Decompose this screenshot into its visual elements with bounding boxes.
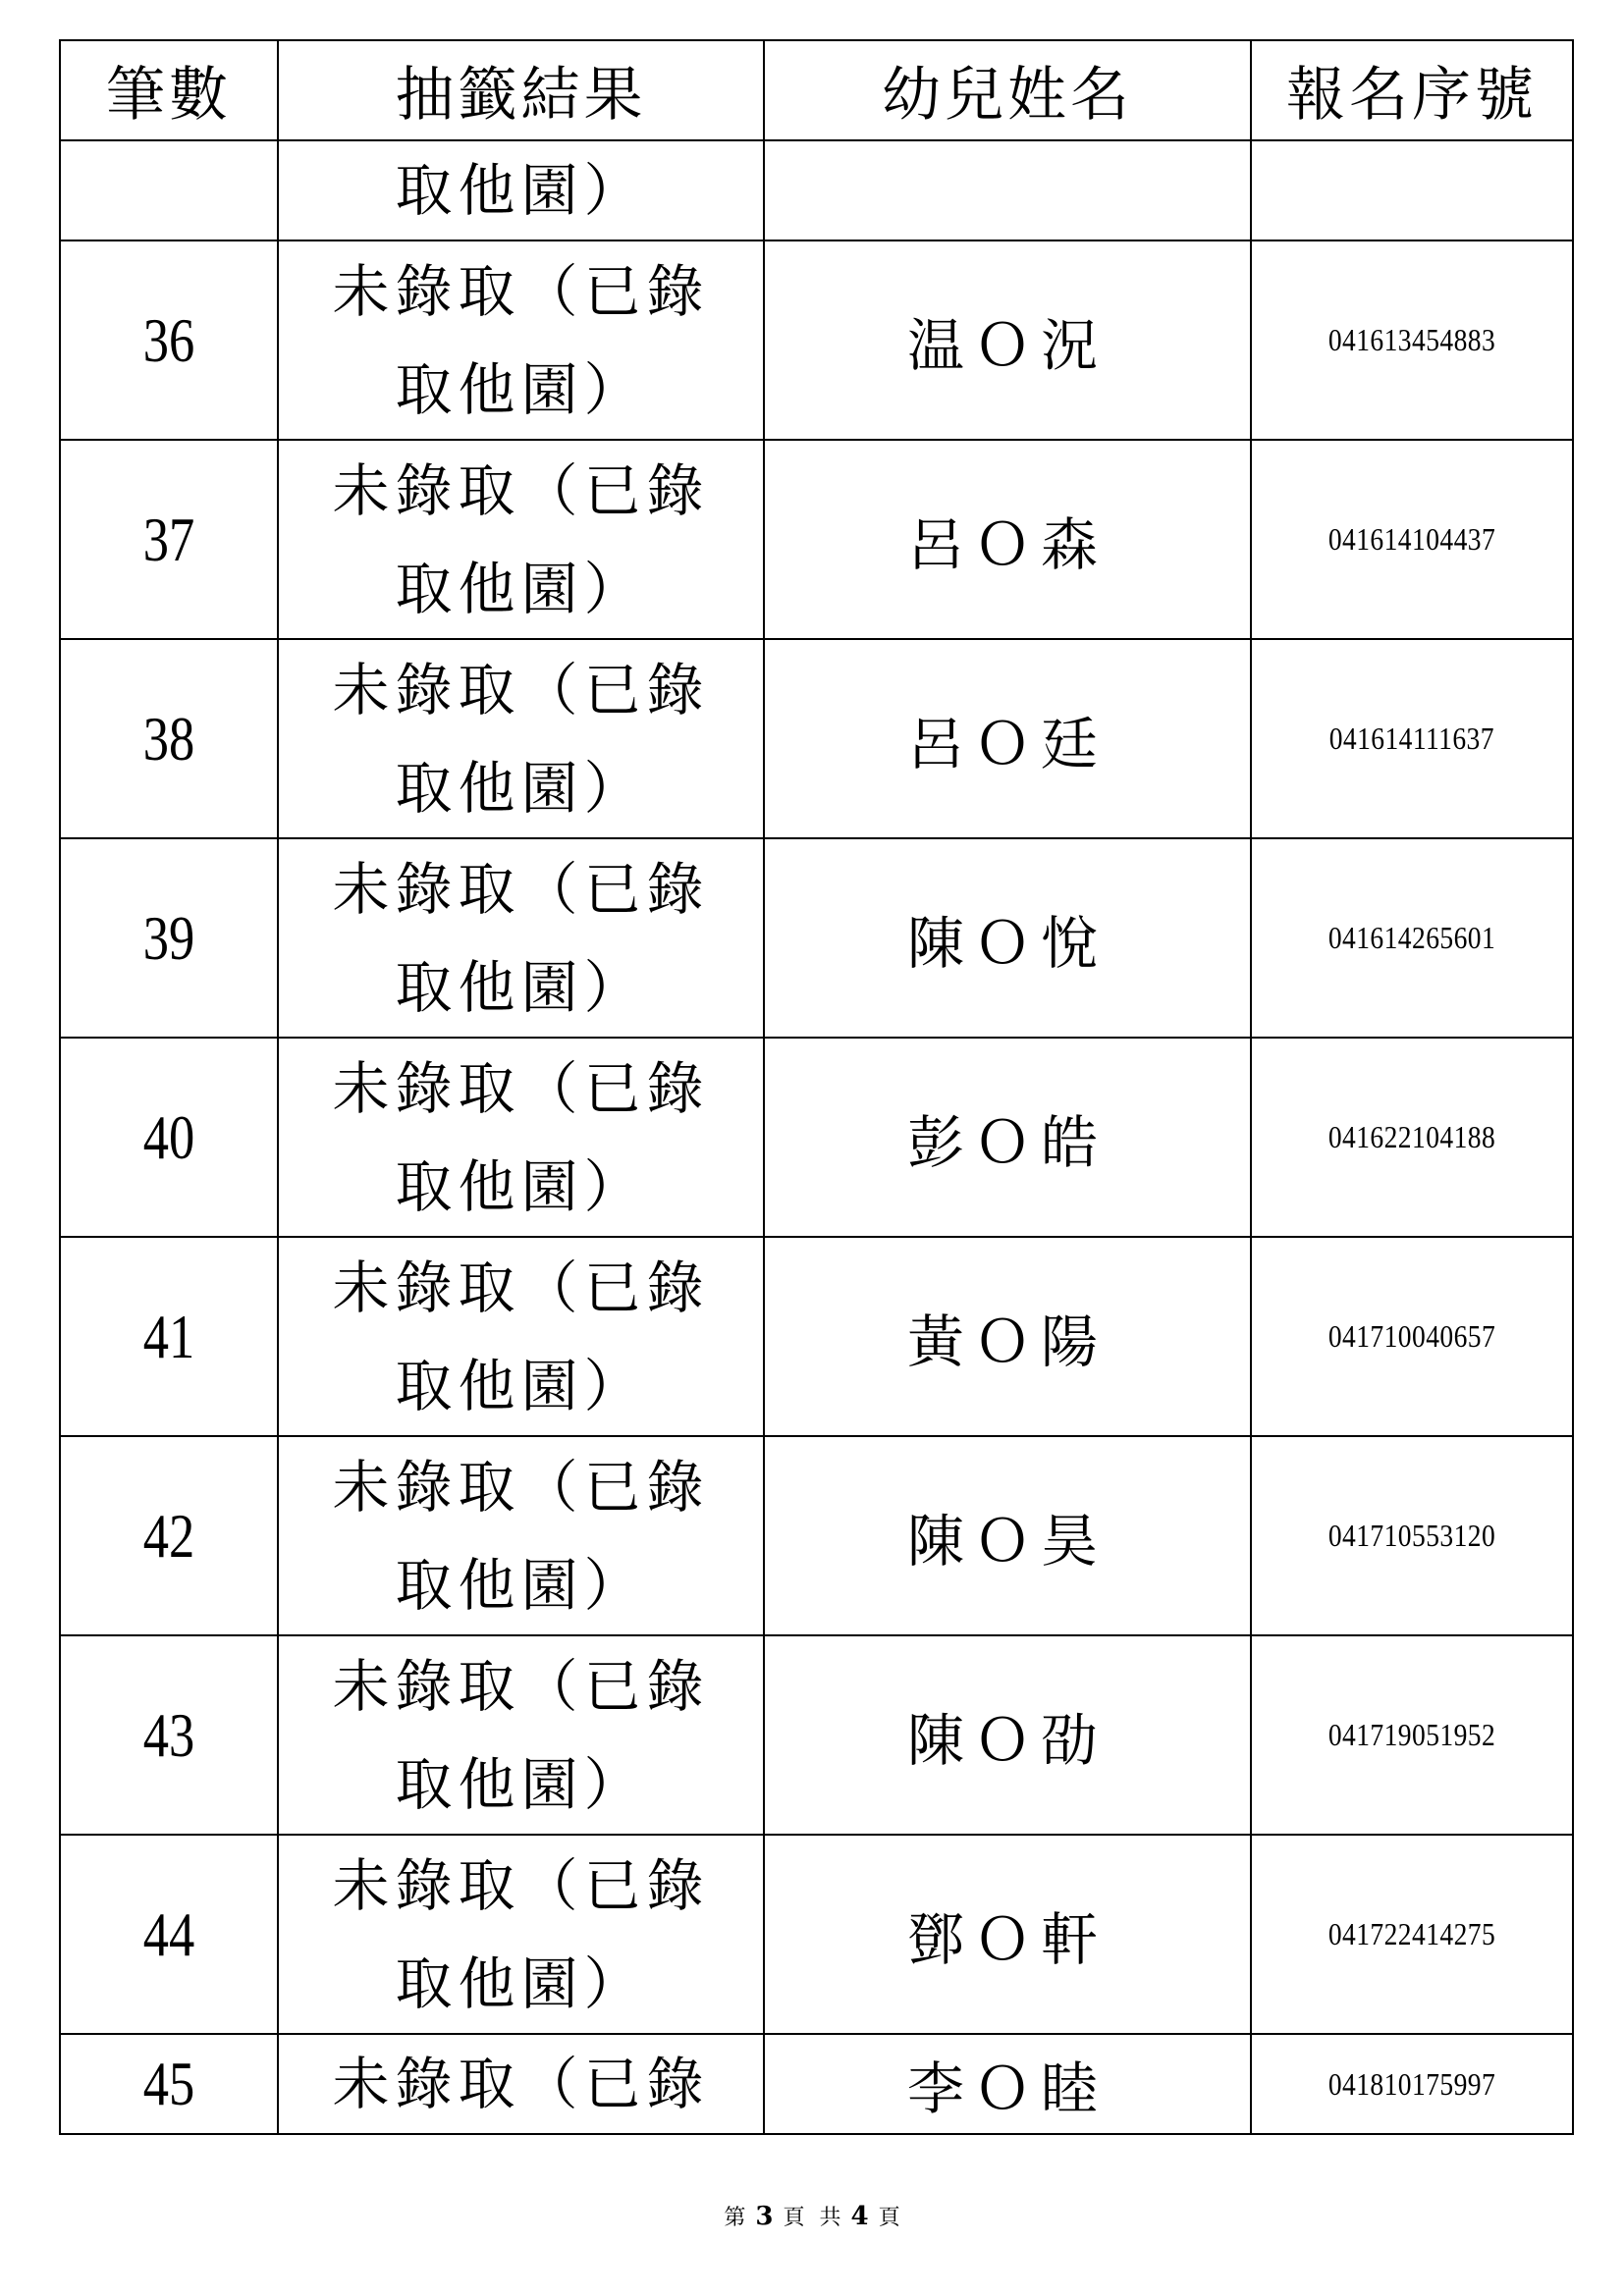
- result-text: 未錄取（已錄: [332, 1254, 710, 1321]
- registration-number-text: 041613454883: [1327, 322, 1496, 357]
- table-row: [60, 639, 1573, 838]
- result-text: 未錄取（已錄: [332, 1054, 710, 1122]
- registration-number-text: 041622104188: [1327, 1119, 1496, 1154]
- cell-count: [60, 1436, 278, 1635]
- cell-child-name: [764, 140, 1251, 240]
- cell-registration-number: [1251, 838, 1573, 1038]
- cell-count: [60, 1237, 278, 1436]
- cell-result: [278, 838, 764, 1038]
- child-name-text: 鄧Ｏ軒: [906, 1905, 1108, 1973]
- cell-result: [278, 440, 764, 639]
- total-page-number: 4: [850, 2202, 869, 2231]
- footer-prefix: 第: [724, 2206, 746, 2230]
- registration-number-text: 041810175997: [1327, 2065, 1496, 2102]
- count-text: 42: [142, 1500, 195, 1571]
- registration-number-text: 041710040657: [1327, 1318, 1496, 1354]
- footer-page-word: 頁: [783, 2206, 805, 2230]
- child-name-text: 温Ｏ況: [906, 311, 1108, 379]
- count-text: 37: [142, 504, 195, 574]
- count-text: 36: [142, 304, 195, 375]
- registration-number-text: 041614104437: [1327, 521, 1496, 557]
- table-row: [60, 240, 1573, 440]
- registration-number-text: 041710553120: [1327, 1518, 1496, 1553]
- table-row: [60, 1635, 1573, 1835]
- result-text: 未錄取（已錄: [332, 1652, 710, 1720]
- table-row: [60, 838, 1573, 1038]
- cell-registration-number: [1251, 440, 1573, 639]
- cell-child-name: [764, 1835, 1251, 2034]
- lottery-result-table: [59, 39, 1574, 2135]
- result-text: 未錄取（已錄: [332, 855, 710, 923]
- cell-count: [60, 1635, 278, 1835]
- result-text: 未錄取（已錄: [332, 656, 710, 723]
- cell-count: [60, 1038, 278, 1237]
- cell-result: [278, 1635, 764, 1835]
- cell-count: [60, 440, 278, 639]
- cell-child-name: [764, 1635, 1251, 1835]
- result-text: 取他園）: [395, 1750, 647, 1818]
- result-text: 取他園）: [395, 754, 647, 822]
- cell-result: [278, 240, 764, 440]
- child-name-text: 李Ｏ睦: [906, 2056, 1108, 2122]
- header-result: 抽籤結果: [278, 40, 764, 140]
- cell-count: [60, 140, 278, 240]
- cell-child-name: [764, 838, 1251, 1038]
- footer-suffix: 頁: [878, 2206, 900, 2230]
- cell-child-name: [764, 1237, 1251, 1436]
- registration-number-text: 041722414275: [1327, 1916, 1496, 1951]
- cell-registration-number: [1251, 639, 1573, 838]
- cell-registration-number: [1251, 1237, 1573, 1436]
- result-text: 取他園）: [395, 555, 647, 622]
- child-name-text: 陳Ｏ悅: [906, 909, 1108, 977]
- child-name-text: 陳Ｏ昊: [906, 1507, 1108, 1575]
- cell-count: [60, 838, 278, 1038]
- cell-registration-number: [1251, 1038, 1573, 1237]
- table-row-continuation: [60, 140, 1573, 240]
- cell-registration-number: [1251, 2034, 1573, 2134]
- cell-result: [278, 1835, 764, 2034]
- registration-number-text: 041719051952: [1327, 1717, 1496, 1752]
- count-text: 44: [142, 1898, 195, 1969]
- result-text: 取他園）: [395, 1152, 647, 1220]
- result-text: 取他園）: [395, 953, 647, 1021]
- count-text: 41: [142, 1301, 195, 1371]
- result-text: 未錄取（已錄: [332, 1851, 710, 1919]
- roster-sheet: [59, 39, 1572, 2135]
- result-text: 取他園）: [395, 157, 647, 224]
- result-text: 未錄取（已錄: [332, 1453, 710, 1521]
- registration-number-text: 041614111637: [1328, 721, 1495, 756]
- cell-count: [60, 639, 278, 838]
- result-text: 未錄取（已錄: [332, 2051, 710, 2117]
- table-row: [60, 1436, 1573, 1635]
- table-row: [60, 2034, 1573, 2134]
- cell-registration-number: [1251, 1635, 1573, 1835]
- cell-registration-number: [1251, 240, 1573, 440]
- count-text: 40: [142, 1101, 195, 1172]
- header-child-name: 幼兒姓名: [764, 40, 1251, 140]
- cell-registration-number: [1251, 140, 1573, 240]
- cell-result: [278, 1237, 764, 1436]
- footer-total-word: 共: [819, 2206, 841, 2230]
- result-text: 取他園）: [395, 355, 647, 423]
- table-row: [60, 1237, 1573, 1436]
- header-registration-number: 報名序號: [1251, 40, 1573, 140]
- cell-result: [278, 1436, 764, 1635]
- cell-result: [278, 639, 764, 838]
- result-text: 取他園）: [395, 1949, 647, 2017]
- cell-result: [278, 2034, 764, 2134]
- cell-registration-number: [1251, 1835, 1573, 2034]
- cell-child-name: [764, 440, 1251, 639]
- cell-count: [60, 2034, 278, 2134]
- child-name-text: 黃Ｏ陽: [906, 1308, 1108, 1375]
- current-page-number: 3: [755, 2202, 774, 2231]
- child-name-text: 彭Ｏ皓: [906, 1108, 1108, 1176]
- page-footer: [0, 2201, 1624, 2231]
- count-text: 38: [142, 703, 195, 774]
- table-row: [60, 1835, 1573, 2034]
- cell-result: [278, 140, 764, 240]
- count-text: 45: [142, 2049, 195, 2118]
- registration-number-text: 041614265601: [1327, 920, 1496, 955]
- child-name-text: 呂Ｏ森: [906, 510, 1108, 578]
- child-name-text: 呂Ｏ廷: [906, 710, 1108, 777]
- cell-child-name: [764, 1038, 1251, 1237]
- table-header-row: [60, 40, 1573, 140]
- cell-result: [278, 1038, 764, 1237]
- result-text: 取他園）: [395, 1551, 647, 1619]
- cell-count: [60, 1835, 278, 2034]
- cell-child-name: [764, 2034, 1251, 2134]
- table-row: [60, 440, 1573, 639]
- cell-child-name: [764, 1436, 1251, 1635]
- count-text: 39: [142, 902, 195, 973]
- table-row: [60, 1038, 1573, 1237]
- cell-child-name: [764, 240, 1251, 440]
- cell-registration-number: [1251, 1436, 1573, 1635]
- result-text: 取他園）: [395, 1352, 647, 1419]
- count-text: 43: [142, 1699, 195, 1770]
- result-text: 未錄取（已錄: [332, 257, 710, 325]
- child-name-text: 陳Ｏ劭: [906, 1706, 1108, 1774]
- result-text: 未錄取（已錄: [332, 456, 710, 524]
- cell-count: [60, 240, 278, 440]
- header-count: 筆數: [60, 40, 278, 140]
- cell-child-name: [764, 639, 1251, 838]
